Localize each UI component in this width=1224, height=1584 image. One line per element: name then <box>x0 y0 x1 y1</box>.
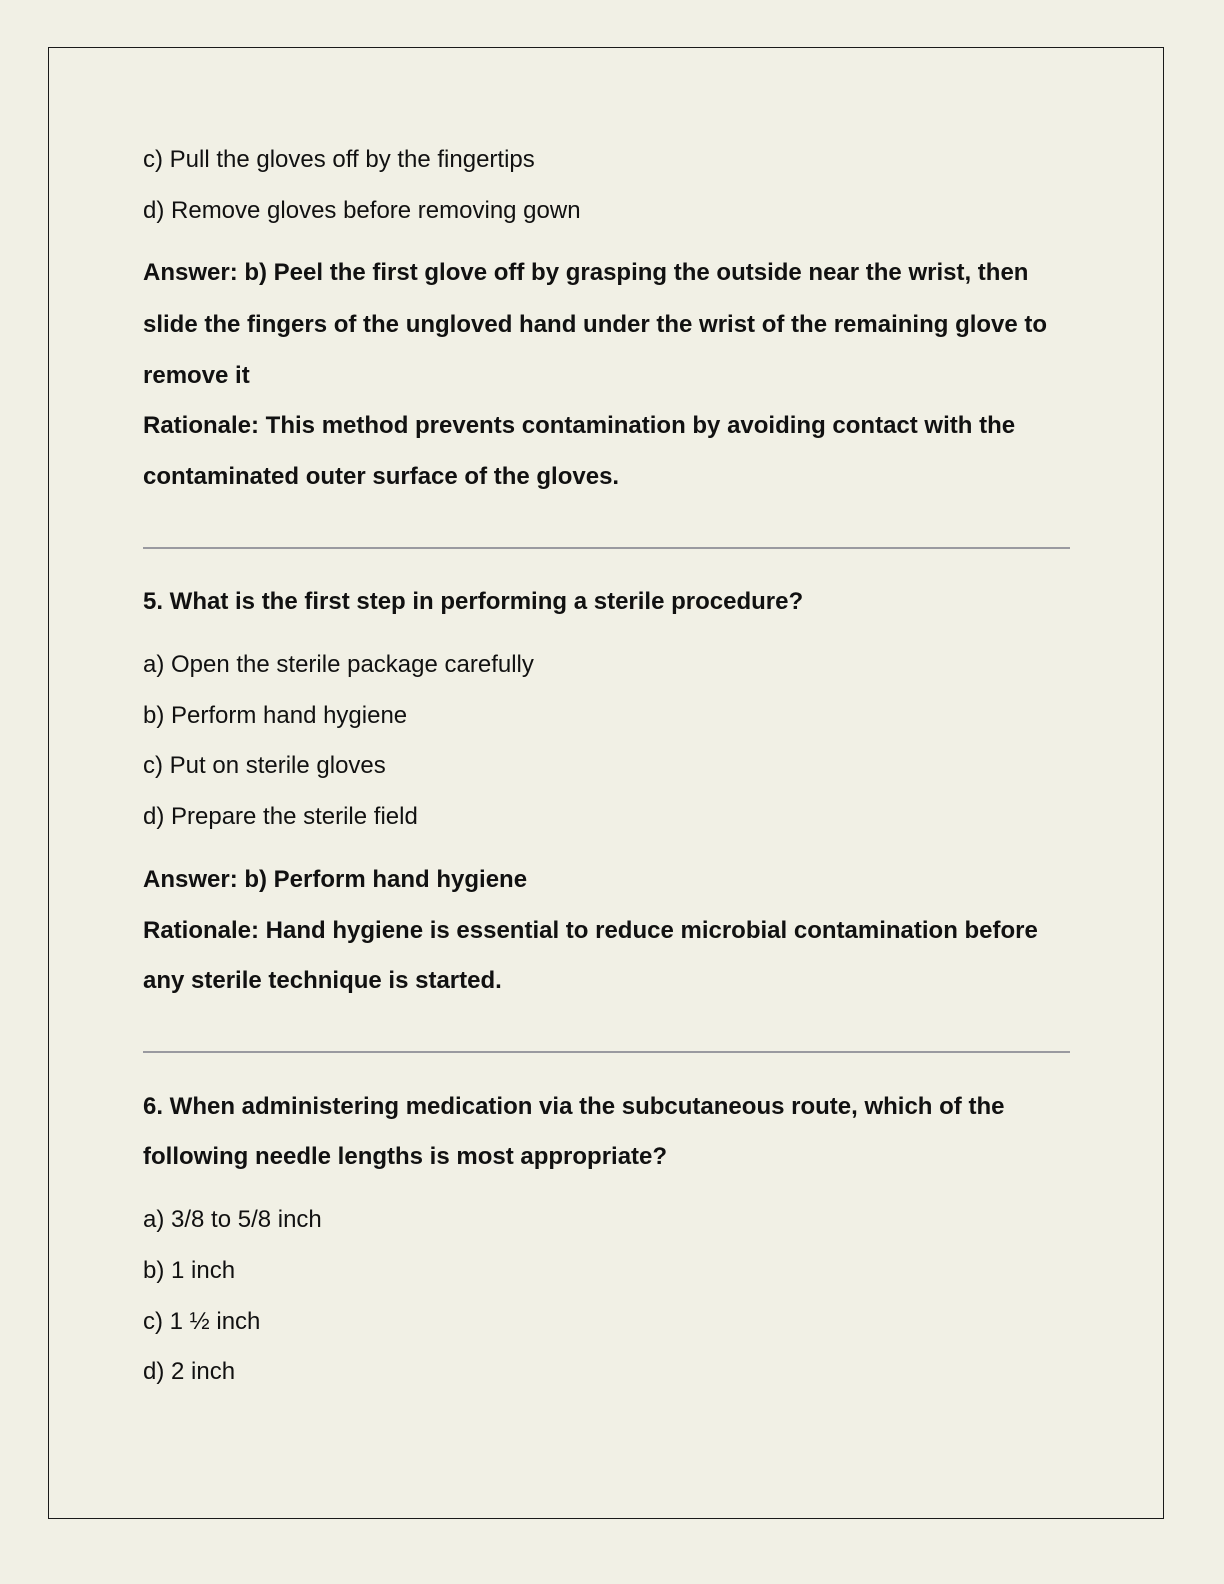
q5-rationale: any sterile technique is started. <box>143 967 502 994</box>
q5-rationale: Rationale: Hand hygiene is essential to reduce microbial contamination before <box>143 917 1038 944</box>
q5-option-b: b) Perform hand hygiene <box>143 702 408 729</box>
q6-option-b: b) 1 inch <box>143 1257 236 1284</box>
q4-option-c: c) Pull the gloves off by the fingertips <box>143 146 535 173</box>
q5-question: 5. What is the first step in performing a sterile procedure? <box>143 588 804 615</box>
q4-rationale: contaminated outer surface of the gloves. <box>143 463 620 490</box>
q5-answer: Answer: b) Perform hand hygiene <box>143 866 528 893</box>
q4-option-d: d) Remove gloves before removing gown <box>143 197 581 224</box>
section-divider <box>143 1051 1070 1053</box>
q6-question: following needle lengths is most appropriate? <box>143 1143 668 1170</box>
q4-answer: remove it <box>143 362 250 389</box>
q5-option-d: d) Prepare the sterile field <box>143 803 418 830</box>
q6-option-a: a) 3/8 to 5/8 inch <box>143 1206 322 1233</box>
q5-option-c: c) Put on sterile gloves <box>143 752 386 779</box>
q5-option-a: a) Open the sterile package carefully <box>143 651 534 678</box>
q4-rationale: Rationale: This method prevents contamination by avoiding contact with the <box>143 412 1016 439</box>
q6-option-c: c) 1 ½ inch <box>143 1308 261 1335</box>
section-divider <box>143 547 1070 549</box>
q4-answer: Answer: b) Peel the first glove off by grasping the outside near the wrist, then <box>143 259 1029 286</box>
q6-question: 6. When administering medication via the subcutaneous route, which of the <box>143 1093 1005 1120</box>
q4-answer: slide the fingers of the ungloved hand under the wrist of the remaining glove to <box>143 311 1048 338</box>
q6-option-d: d) 2 inch <box>143 1358 236 1385</box>
